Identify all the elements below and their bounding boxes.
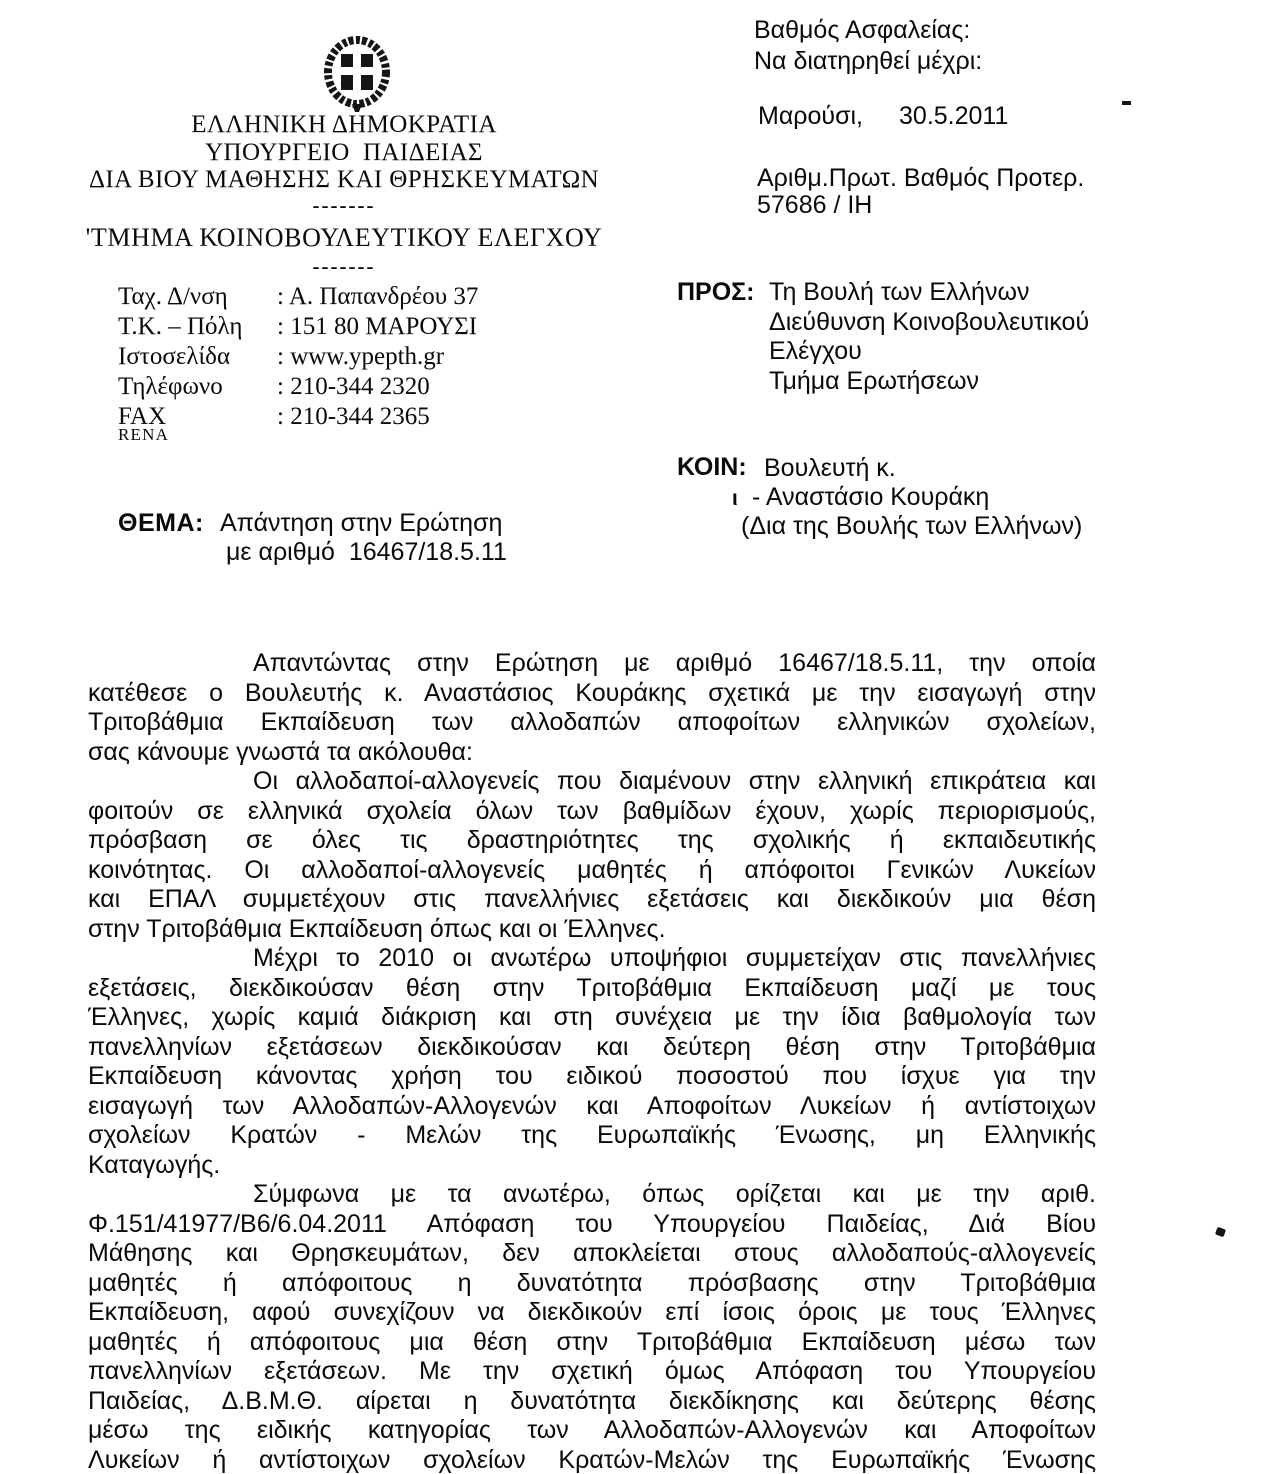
contact-row-fax	[118, 402, 478, 432]
scan-artifact-speck	[1215, 1227, 1226, 1238]
contact-label: Τηλέφωνο	[118, 372, 223, 400]
dateline-date: 30.5.2011	[899, 102, 1009, 130]
body-line: πανελληνίων εξετάσεων διεκδικούσαν και δεύτερη θέση στην Τριτοβάθμια	[88, 1032, 1096, 1061]
body-line: Φ.151/41977/Β6/6.04.2011 Απόφαση του Υπουργείου Παιδείας, Διά Βίου	[88, 1209, 1096, 1238]
body-line: μέσω της ειδικής κατηγορίας των Αλλοδαπών-Αλλογενών και Αποφοίτων	[88, 1416, 1096, 1444]
letterhead-ministry: ΥΠΟΥΡΓΕΙΟ ΠΑΙΔΕΙΑΣ	[205, 138, 483, 166]
contact-label: Τ.Κ. – Πόλη	[118, 312, 243, 340]
paragraph	[88, 1180, 1096, 1474]
contact-value: : 151 80 ΜΑΡΟΥΣΙ	[277, 312, 478, 340]
dateline-place: Μαρούσι,	[758, 102, 864, 130]
body-line: και ΕΠΑΛ συμμετέχουν στις πανελλήνιες εξετάσεις και διεκδικούν μια θέση	[88, 885, 1096, 913]
protocol-label: Αριθμ.Πρωτ. Βαθμός Προτερ.	[757, 164, 1085, 192]
scan-artifact-dash	[1122, 101, 1131, 105]
contact-value: : 210-344 2365	[277, 402, 430, 430]
subject-line: με αριθμό 16467/18.5.11	[226, 538, 507, 566]
body-line: Τριτοβάθμια Εκπαίδευση των αλλοδαπών αποφοίτων ελληνικών σχολείων,	[88, 708, 1096, 736]
subject-label: ΘΕΜΑ:	[118, 509, 204, 537]
contact-label: Ταχ. Δ/νση	[118, 283, 228, 310]
letterhead-ministry-2: ΔΙΑ ΒΙΟΥ ΜΑΘΗΣΗΣ ΚΑΙ ΘΡΗΣΚΕΥΜΑΤΩΝ	[88, 166, 600, 193]
retain-until-label: Να διατηρηθεί μέχρι:	[754, 47, 983, 75]
cc-line: Βουλευτή κ.	[764, 454, 896, 482]
letterhead-department: 'ΤΜΗΜΑ ΚΟΙΝΟΒΟΥΛΕΥΤΙΚΟΥ ΕΛΕΓΧΟΥ	[85, 222, 603, 252]
body-line: Οι αλλοδαποί-αλλογενείς που διαμένουν στην ελληνική επικράτεια και	[253, 767, 1096, 795]
greek-coat-of-arms-icon	[322, 35, 392, 113]
recipient-line: Διεύθυνση Κοινοβουλευτικού	[769, 307, 1090, 336]
body-line: πανελληνίων εξετάσεων. Με την σχετική όμως Απόφαση του Υπουργείου	[88, 1357, 1096, 1385]
letter-body	[88, 649, 1096, 1474]
letterhead-divider: -------	[312, 192, 376, 217]
body-line: στην Τριτοβάθμια Εκπαίδευση όπως και οι Έλληνες.	[88, 914, 666, 943]
security-grade-label: Βαθμός Ασφαλείας:	[754, 16, 971, 44]
body-line: Έλληνες, χωρίς καμιά διάκριση και στη συνέχεια με την ίδια βαθμολογία των	[88, 1003, 1096, 1031]
contact-value: : Α. Παπανδρέου 37	[277, 283, 479, 310]
body-line: μαθητές ή απόφοιτους η δυνατότητα πρόσβασης στην Τριτοβάθμια	[88, 1268, 1096, 1297]
letterhead-republic: ΕΛΛΗΝΙΚΗ ΔΗΜΟΚΡΑΤΙΑ	[191, 111, 497, 138]
body-line: σχολείων Κρατών - Μελών της Ευρωπαϊκής Ένωσης, μη Ελληνικής	[88, 1121, 1096, 1149]
protocol-number: 57686 / ΙΗ	[757, 191, 873, 219]
contact-row-address	[118, 282, 478, 312]
body-line: Λυκείων ή αντίστοιχων σχολείων Κρατών-Μελών της Ευρωπαϊκής Ένωσης	[88, 1445, 1096, 1474]
cc-line: - Αναστάσιο Κουράκη	[752, 483, 990, 511]
contact-label: FAX	[118, 402, 167, 430]
body-line: κατέθεσε ο Βουλευτής κ. Αναστάσιος Κουράκης σχετικά με την εισαγωγή στην	[88, 678, 1096, 707]
paragraph	[88, 944, 1096, 1180]
contact-value: : www.ypepth.gr	[277, 342, 445, 370]
contact-row-postcode	[118, 312, 478, 342]
cc-line: (Δια της Βουλής των Ελλήνων)	[741, 512, 1083, 540]
body-line: εισαγωγή των Αλλοδαπών-Αλλογενών και Αποφοίτων Λυκείων ή αντίστοιχων	[88, 1091, 1096, 1120]
contact-block	[118, 282, 478, 432]
letterhead-divider: -------	[312, 253, 376, 278]
body-line: Καταγωγής.	[88, 1150, 221, 1179]
recipient-line: Ελέγχου	[769, 337, 862, 366]
body-line: μαθητές ή απόφοιτους μια θέση στην Τριτοβάθμια Εκπαίδευση μέσω των	[88, 1327, 1096, 1356]
protocol-block	[757, 165, 1084, 219]
body-line: εξετάσεις, διεκδικούσαν θέση στην Τριτοβάθμια Εκπαίδευση μαζί με τους	[88, 973, 1096, 1002]
contact-value: : 210-344 2320	[277, 372, 430, 400]
contact-row-website	[118, 342, 478, 372]
body-line: Μάθησης και Θρησκευμάτων, δεν αποκλείεται στους αλλοδαπούς-αλλογενείς	[88, 1239, 1096, 1267]
body-line: πρόσβαση σε όλες τις δραστηριότητες της σχολικής ή εκπαιδευτικής	[88, 826, 1096, 854]
body-line: Απαντώντας στην Ερώτηση με αριθμό 16467/18.5.11, την οποία	[253, 649, 1096, 677]
body-line: φοιτούν σε ελληνικά σχολεία όλων των βαθμίδων έχουν, χωρίς περιορισμούς,	[88, 796, 1096, 825]
body-line: Σύμφωνα με τα ανωτέρω, όπως ορίζεται και με την αριθ.	[253, 1180, 1096, 1208]
body-line: κοινότητας. Οι αλλοδαποί-αλλογενείς μαθητές ή απόφοιτοι Γενικών Λυκείων	[88, 855, 1096, 884]
subject-line: Απάντηση στην Ερώτηση	[220, 509, 503, 537]
cc-label: ΚΟΙΝ:	[677, 453, 747, 481]
recipient-block	[769, 278, 1089, 396]
recipient-line: Τη Βουλή των Ελλήνων	[769, 278, 1030, 306]
recipient-label: ΠΡΟΣ:	[677, 278, 755, 306]
contact-row-phone	[118, 372, 478, 402]
body-line: Μέχρι το 2010 οι ανωτέρω υποψήφιοι συμμετείχαν στις πανελλήνιες	[253, 944, 1096, 972]
body-line: Εκπαίδευση, αφού συνεχίζουν να διεκδικούν επί ίσοις όροις με τους Έλληνες	[88, 1298, 1096, 1326]
body-line: Παιδείας, Δ.Β.Μ.Θ. αίρεται η δυνατότητα διεκδίκησης και δεύτερης θέσης	[88, 1386, 1096, 1415]
contact-label: Ιστοσελίδα	[118, 342, 231, 370]
body-line: Εκπαίδευση κάνοντας χρήση του ειδικού ποσοστού που ίσχυε για την	[88, 1062, 1096, 1090]
security-block	[754, 15, 982, 77]
clerk-initials: RENA	[118, 425, 170, 444]
paragraph	[88, 767, 1096, 944]
scan-mark: ι	[732, 487, 738, 510]
letterhead	[38, 111, 650, 278]
body-line: σας κάνουμε γνωστά τα ακόλουθα:	[88, 737, 473, 766]
dateline	[758, 102, 1008, 131]
recipient-line: Τμήμα Ερωτήσεων	[769, 366, 979, 395]
paragraph	[88, 649, 1096, 767]
